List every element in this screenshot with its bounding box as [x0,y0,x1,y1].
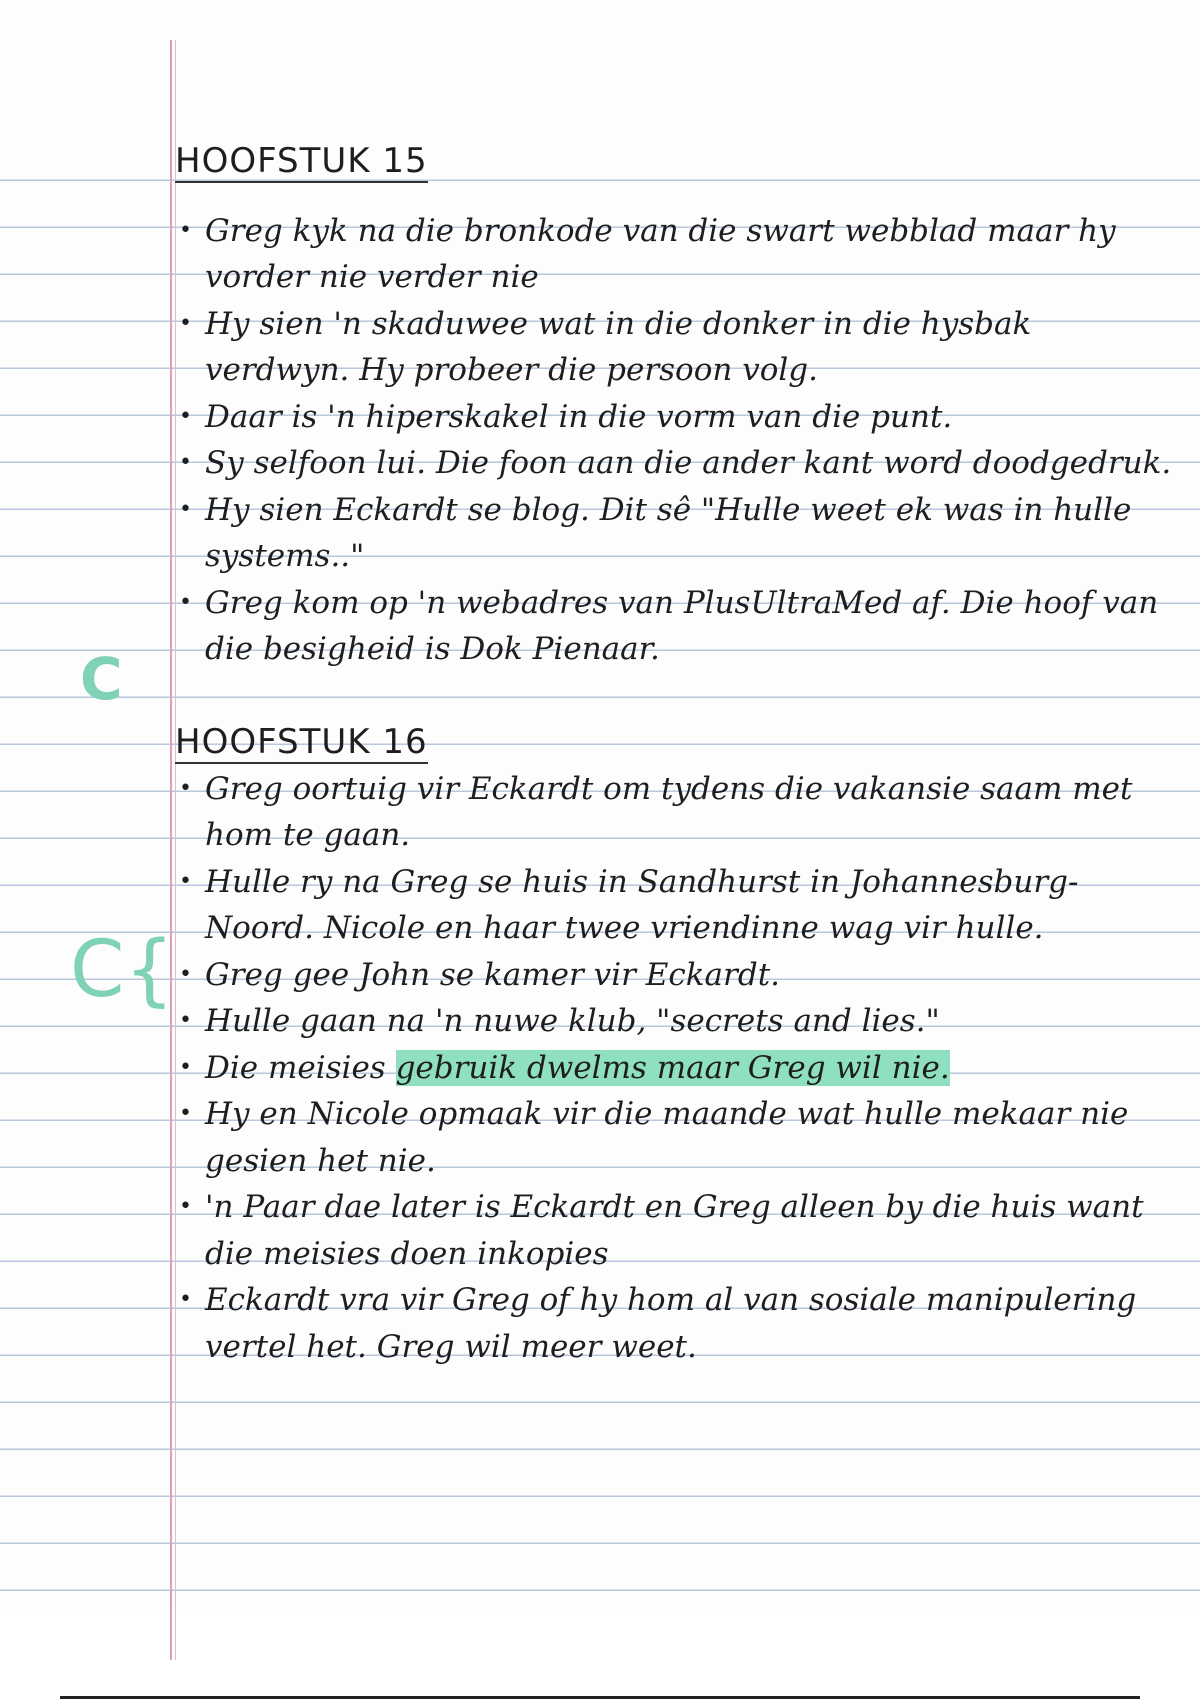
chapter-15-heading [175,138,1175,185]
list-item: • Hy en Nicole opmaak vir die maande wat hulle mekaar nie gesien het nie. [175,1091,1175,1184]
green-highlight: gebruik dwelms maar Greg wil nie. [395,1049,950,1086]
chapter-15-list [175,208,1175,673]
list-item: • Greg oortuig vir Eckardt om tydens die vakansie saam met hom te gaan. [175,766,1175,859]
margin-line [170,40,172,1660]
page-bottom-margin [0,1610,1200,1700]
page-top-margin [0,0,1200,132]
list-item: • Greg gee John se kamer vir Eckardt. [175,952,1175,999]
highlight-prefix: Die meisies [205,1049,396,1086]
list-item: • 'n Paar dae later is Eckardt en Greg alleen by die huis want die meisies doen inkopies [175,1184,1175,1277]
list-item: • Greg kyk na die bronkode van die swart webblad maar hy vorder nie verder nie [175,208,1175,301]
list-item: • Hy sien 'n skaduwee wat in die donker in die hysbak verdwyn. Hy probeer die persoon volg. [175,301,1175,394]
notes-content [175,138,1175,1370]
margin-mark-c-bracket: C{ [70,925,175,1015]
list-item: • Hy sien Eckardt se blog. Dit sê "Hulle weet ek was in hulle systems.." [175,487,1175,580]
list-item: • Daar is 'n hiperskakel in die vorm van die punt. [175,394,1175,441]
margin-mark-c: C [80,645,123,713]
chapter-16-heading [175,719,1175,766]
list-item: • Sy selfoon lui. Die foon aan die ander kant word doodgedruk. [175,440,1175,487]
list-item: • Hulle ry na Greg se huis in Sandhurst in Johannesburg-Noord. Nicole en haar twee vriendinne wag vir hulle. [175,859,1175,952]
bottom-rule [60,1696,1140,1699]
list-item: • Greg kom op 'n webadres van PlusUltraMed af. Die hoof van die besigheid is Dok Pienaar. [175,580,1175,673]
chapter-16-title: HOOFSTUK 16 [175,722,428,762]
chapter-16-list [175,766,1175,1371]
list-item-highlighted [175,1045,1175,1092]
list-item: • Hulle gaan na 'n nuwe klub, "secrets and lies." [175,998,1175,1045]
chapter-15-title: HOOFSTUK 15 [175,141,428,181]
list-item: • Eckardt vra vir Greg of hy hom al van sosiale manipulering vertel het. Greg wil meer weet. [175,1277,1175,1370]
